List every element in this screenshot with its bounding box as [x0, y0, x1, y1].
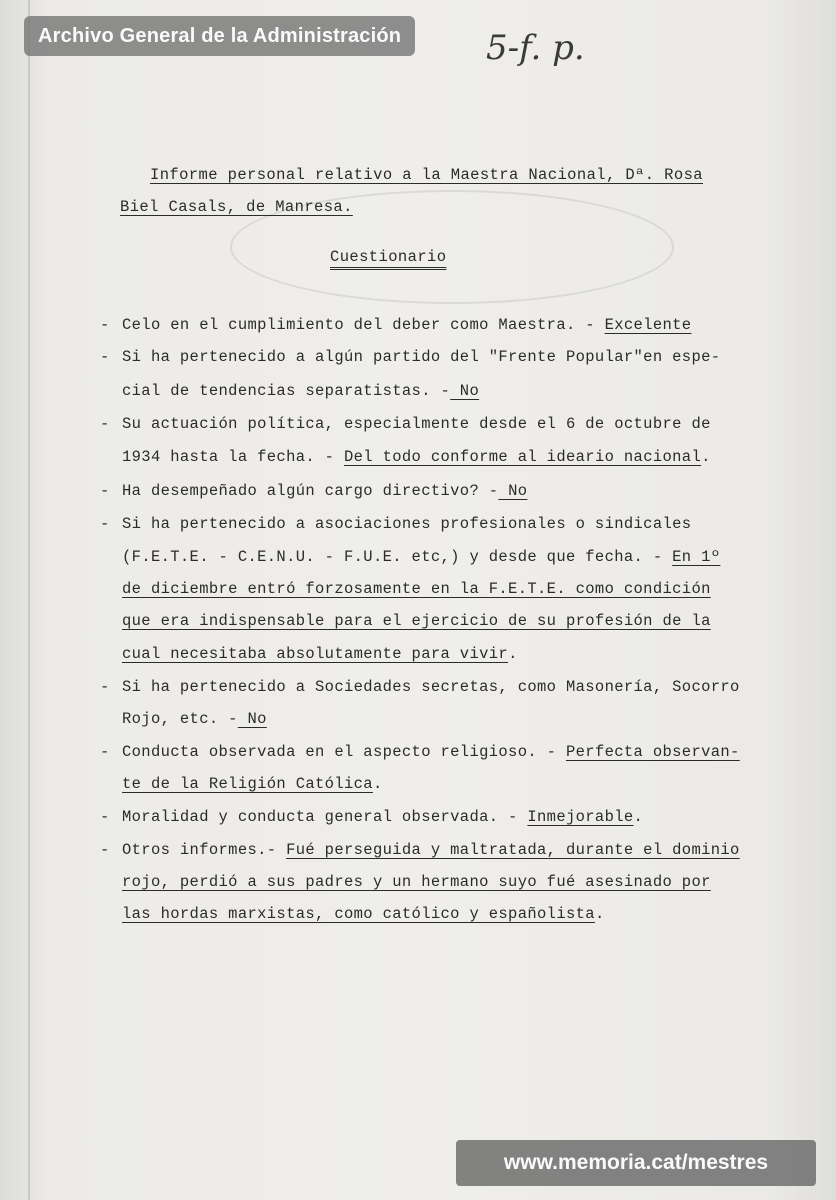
answer-text: te de la Religión Católica [122, 775, 373, 793]
answer-text: Excelente [604, 316, 692, 334]
item-5-answer: cual necesitaba absolutamente para vivir. [122, 645, 518, 663]
answer-text: que era indispensable para el ejercicio de su profesión de la [122, 612, 711, 630]
question-text: Si ha pertenecido a Sociedades secretas, como Masonería, Socorro [122, 678, 740, 696]
question-text: Celo en el cumplimiento del deber como Maestra. - [122, 316, 605, 334]
question-text: Rojo, etc. - [122, 710, 238, 728]
answer-text: Del todo conforme al ideario nacional [344, 448, 702, 466]
answer-text: las hordas marxistas, como católico y españolista [122, 905, 595, 923]
question-text: Moralidad y conducta general observada. - [122, 808, 528, 826]
answer-text: No [450, 382, 480, 400]
question-text: cial de tendencias separatistas. - [122, 382, 451, 400]
item-7: - Conducta observada en el aspecto religioso. - Perfecta observan- [100, 743, 740, 761]
answer-text: rojo, perdió a sus padres y un hermano suyo fué asesinado por [122, 873, 711, 891]
question-text: Otros informes.- [122, 841, 287, 859]
question-text: Conducta observada en el aspecto religioso. - [122, 743, 566, 761]
item-6-cont [100, 708, 267, 730]
question-text: Ha desempeñado algún cargo directivo? - [122, 482, 499, 500]
question-text: Si ha pertenecido a asociaciones profesionales o sindicales [122, 515, 692, 533]
answer-text: No [498, 482, 528, 500]
document-title-line-1: Informe personal relativo a la Maestra Nacional, Dª. Rosa [150, 166, 703, 184]
item-5-answer [100, 610, 711, 632]
document-title-line-2: Biel Casals, de Manresa. [120, 198, 353, 216]
item-5-answer [100, 578, 711, 600]
answer-text: cual necesitaba absolutamente para vivir [122, 645, 509, 663]
archive-watermark: Archivo General de la Administración [24, 16, 415, 56]
answer-text: No [237, 710, 267, 728]
item-9-cont: las hordas marxistas, como católico y españolista. [122, 905, 605, 923]
handwritten-note: 5-f. p. [486, 28, 585, 68]
item-6: - Si ha pertenecido a Sociedades secretas, como Masonería, Socorro [100, 678, 740, 696]
item-4: - Ha desempeñado algún cargo directivo? - No [100, 482, 528, 500]
item-3: - Su actuación política, especialmente desde el 6 de octubre de [100, 415, 711, 433]
question-text: Si ha pertenecido a algún partido del "Frente Popular"en espe- [122, 348, 721, 366]
question-text: (F.E.T.E. - C.E.N.U. - F.U.E. etc,) y desde que fecha. - [122, 548, 673, 566]
answer-text: de diciembre entró forzosamente en la F.E.T.E. como condición [122, 580, 711, 598]
item-9: - Otros informes.- Fué perseguida y maltratada, durante el dominio [100, 841, 740, 859]
page-edge [28, 0, 30, 1200]
item-5: - Si ha pertenecido a asociaciones profesionales o sindicales [100, 515, 692, 533]
item-1: - Celo en el cumplimiento del deber como Maestra. - Excelente [100, 316, 692, 334]
item-5-cont [100, 546, 720, 568]
question-text: Su actuación política, especialmente desde el 6 de octubre de [122, 415, 711, 433]
footer-url-badge: www.memoria.cat/mestres [456, 1140, 816, 1186]
questionnaire-heading: Cuestionario [330, 248, 447, 266]
question-text: 1934 hasta la fecha. - [122, 448, 344, 466]
item-7-cont: te de la Religión Católica. [122, 775, 383, 793]
answer-text: En 1º [672, 548, 721, 566]
item-9-cont [100, 871, 711, 893]
answer-text: Perfecta observan- [565, 743, 740, 761]
answer-text: Inmejorable [527, 808, 634, 826]
item-2-cont [100, 380, 479, 402]
item-8: - Moralidad y conducta general observada. - Inmejorable. [100, 808, 644, 826]
item-3-cont: 1934 hasta la fecha. - Del todo conforme al ideario nacional. [122, 448, 711, 466]
item-2: - Si ha pertenecido a algún partido del "Frente Popular"en espe- [100, 348, 721, 366]
answer-text: Fué perseguida y maltratada, durante el dominio [286, 841, 740, 859]
